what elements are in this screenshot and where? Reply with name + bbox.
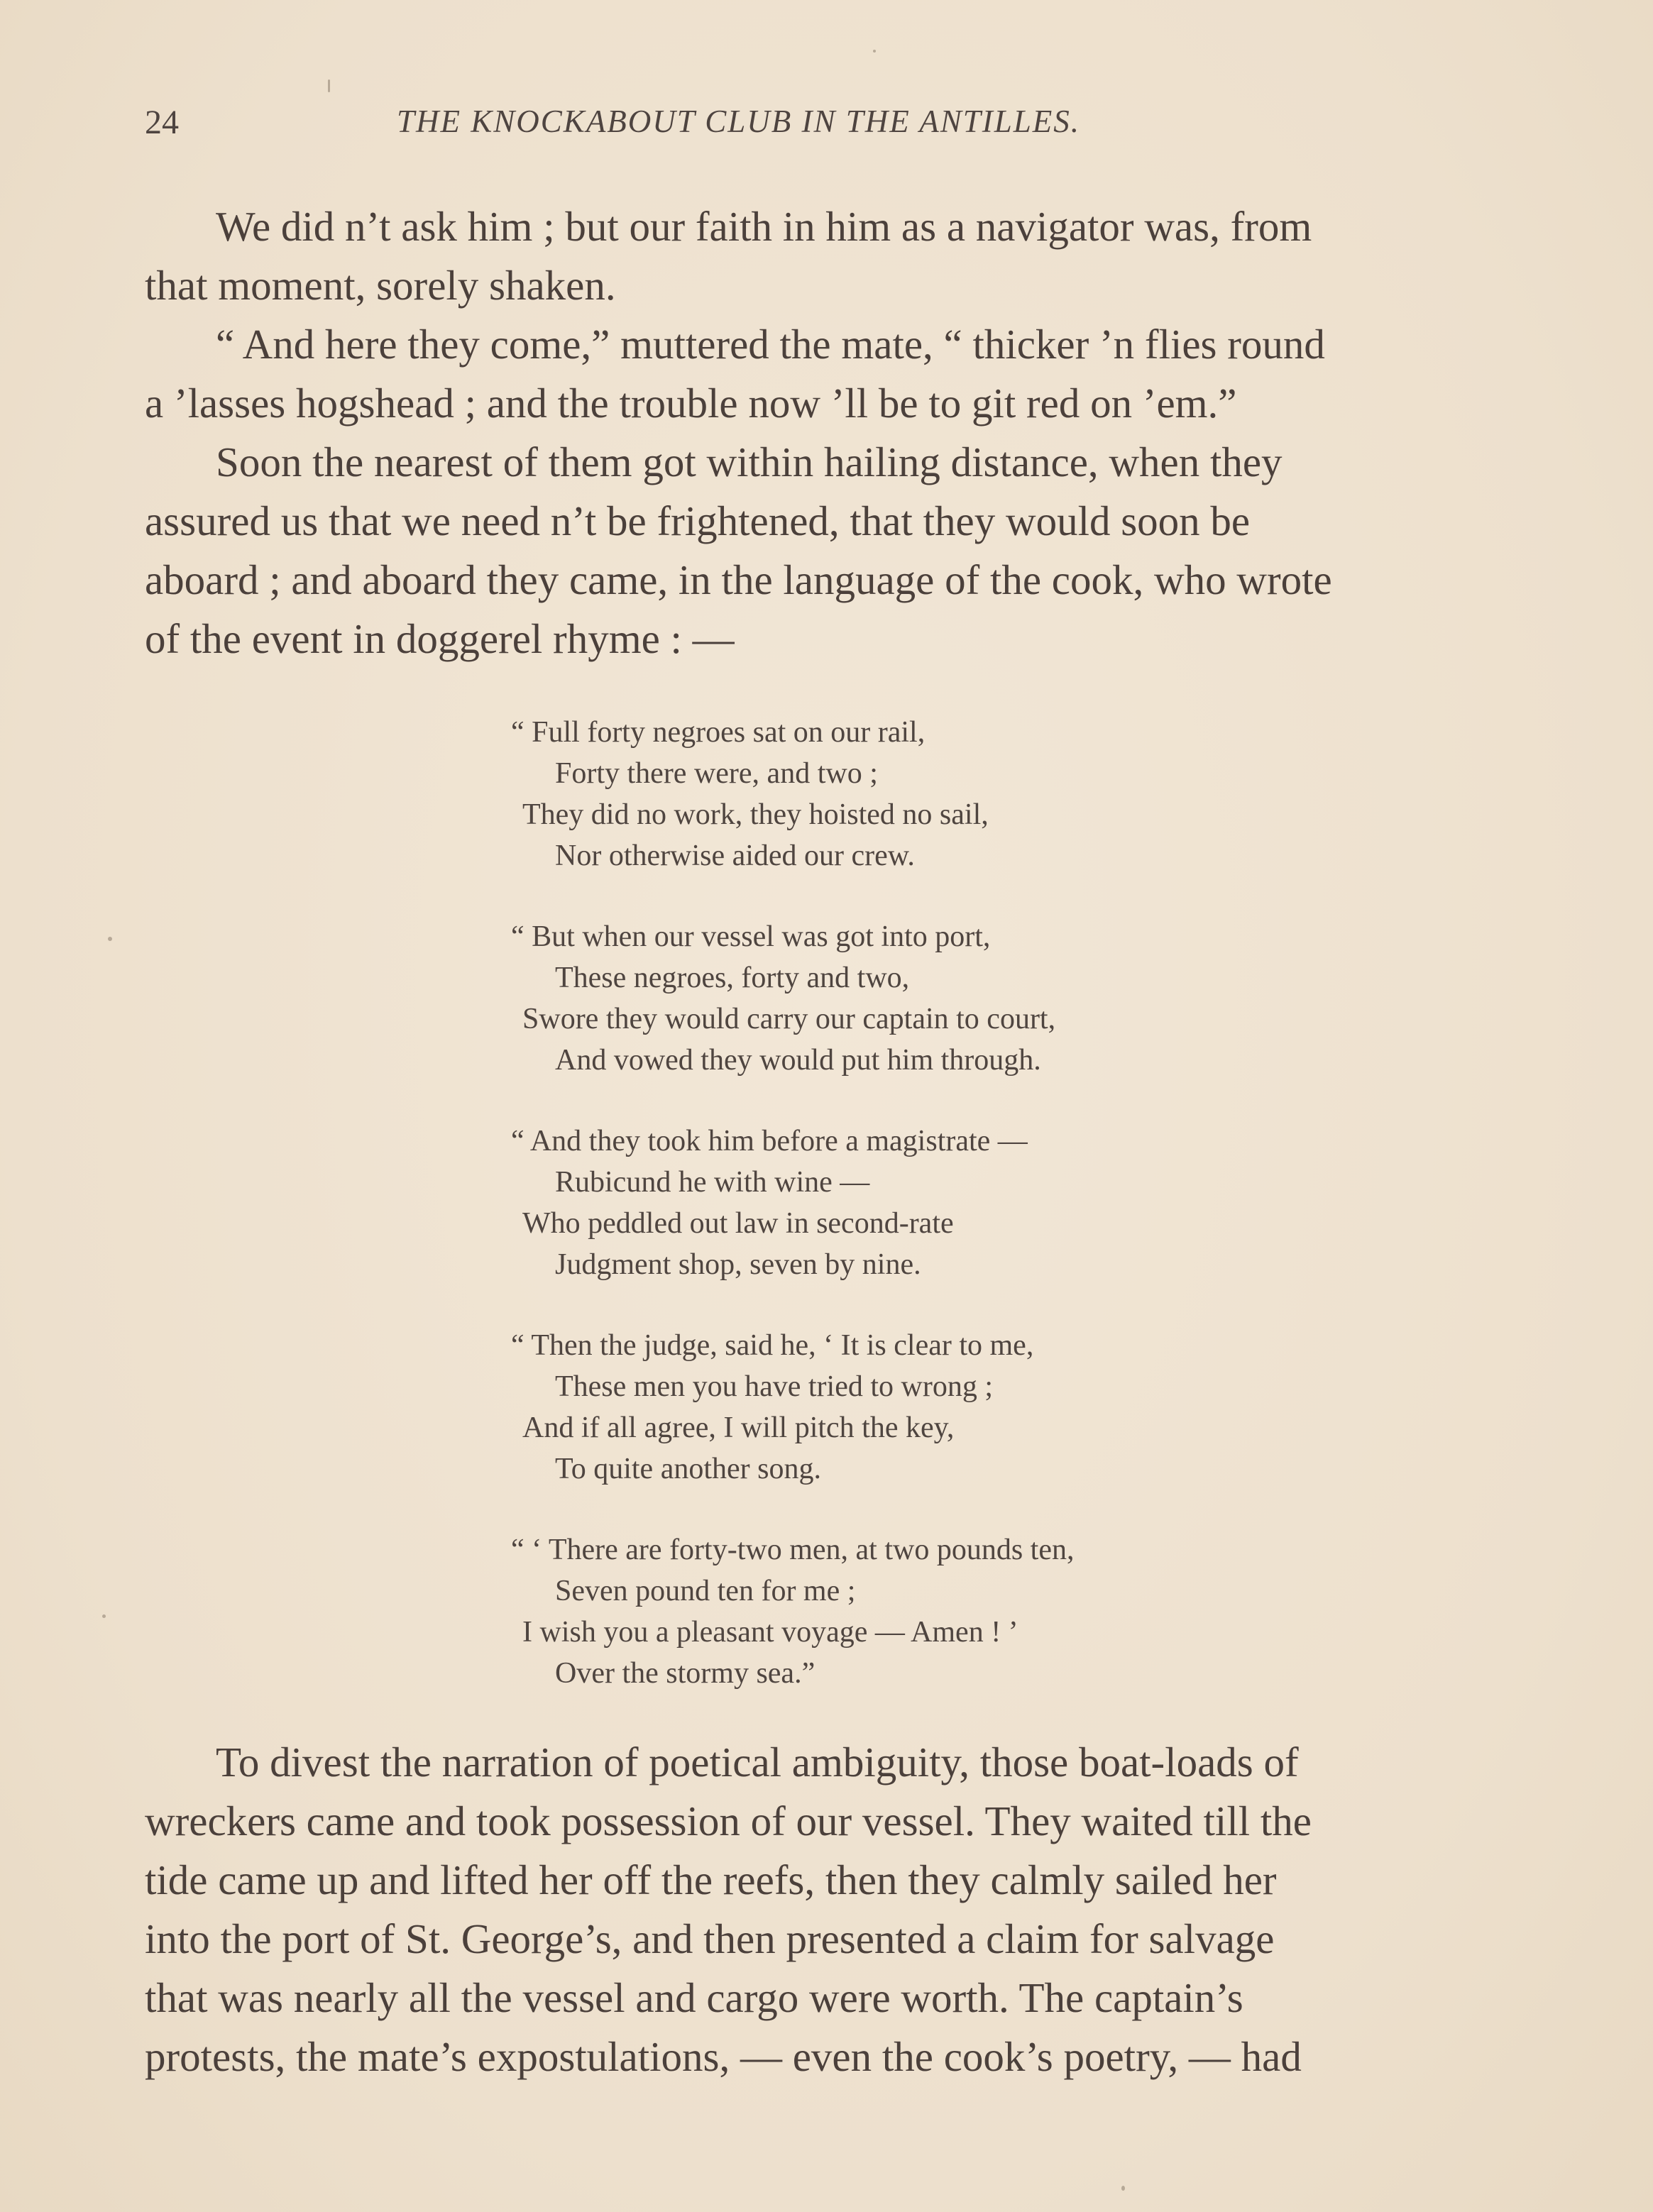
- stanza: [511, 1325, 1074, 1490]
- body-text-top: [145, 197, 1564, 668]
- verse-line: These men you have tried to wrong ;: [555, 1370, 993, 1403]
- verse-line: Swore they would carry our captain to court,: [522, 1003, 1056, 1035]
- verse-line: Seven pound ten for me ;: [555, 1575, 856, 1607]
- verse-line: “ ‘ There are forty-two men, at two pounds ten,: [511, 1534, 1075, 1566]
- verse-line: Nor otherwise aided our crew.: [555, 840, 915, 872]
- verse-line: Over the stormy sea.”: [555, 1657, 815, 1690]
- verse-line: Who peddled out law in second-rate: [522, 1207, 954, 1240]
- stanza: [511, 1121, 1074, 1285]
- verse-line: Forty there were, and two ;: [555, 757, 878, 790]
- text-line: To divest the narration of poetical ambiguity, those boat-loads of: [216, 1739, 1299, 1785]
- stanza: [511, 916, 1074, 1081]
- verse-line: Rubicund he with wine —: [555, 1166, 870, 1199]
- text-line: wreckers came and took possession of our vessel. They waited till the: [145, 1798, 1312, 1844]
- text-line: tide came up and lifted her off the reefs, then they calmly sailed her: [145, 1856, 1277, 1903]
- verse-line: “ Full forty negroes sat on our rail,: [511, 716, 926, 749]
- verse-line: And if all agree, I will pitch the key,: [522, 1412, 955, 1444]
- paragraph: [145, 197, 1564, 315]
- verse-line: And vowed they would put him through.: [555, 1044, 1041, 1077]
- text-line: assured us that we need n’t be frightened, that they would soon be: [145, 497, 1251, 544]
- running-head: THE KNOCKABOUT CLUB IN THE ANTILLES.: [397, 104, 1081, 139]
- stanza: [511, 1529, 1074, 1694]
- page-header: [145, 103, 1313, 153]
- paragraph: [145, 1733, 1564, 2086]
- paragraph: [145, 315, 1564, 433]
- verse-line: These negroes, forty and two,: [555, 962, 910, 994]
- stanza: [511, 712, 1074, 876]
- verse-line: “ And they took him before a magistrate —: [511, 1125, 1028, 1157]
- verse-line: “ Then the judge, said he, ‘ It is clear to me,: [511, 1329, 1034, 1362]
- text-line: a ’lasses hogshead ; and the trouble now ’ll be to git red on ’em.”: [145, 380, 1237, 427]
- poem: [511, 712, 1074, 1734]
- paper-speck: [328, 79, 330, 92]
- paper-speck: [873, 50, 876, 53]
- text-line: of the event in doggerel rhyme : —: [145, 615, 735, 662]
- paper-speck: [102, 1614, 106, 1618]
- verse-line: Judgment shop, seven by nine.: [555, 1248, 921, 1281]
- text-line: “ And here they come,” muttered the mate, “ thicker ’n flies round: [216, 321, 1325, 368]
- paper-speck: [108, 937, 112, 941]
- text-line: Soon the nearest of them got within hailing distance, when they: [216, 439, 1283, 485]
- text-line: We did n’t ask him ; but our faith in him as a navigator was, from: [216, 203, 1312, 250]
- verse-line: They did no work, they hoisted no sail,: [522, 798, 989, 831]
- text-line: into the port of St. George’s, and then presented a claim for salvage: [145, 1915, 1275, 1962]
- paragraph: [145, 433, 1564, 668]
- verse-line: “ But when our vessel was got into port,: [511, 920, 991, 953]
- verse-line: I wish you a pleasant voyage — Amen ! ’: [522, 1616, 1018, 1649]
- text-line: that moment, sorely shaken.: [145, 262, 616, 309]
- text-line: aboard ; and aboard they came, in the language of the cook, who wrote: [145, 556, 1332, 603]
- verse-line: To quite another song.: [555, 1453, 821, 1485]
- body-text-bottom: [145, 1733, 1564, 2086]
- text-line: that was nearly all the vessel and cargo were worth. The captain’s: [145, 1974, 1243, 2021]
- page-number: 24: [145, 104, 179, 141]
- text-line: protests, the mate’s expostulations, — even the cook’s poetry, — had: [145, 2033, 1302, 2080]
- paper-speck: [1121, 2186, 1125, 2191]
